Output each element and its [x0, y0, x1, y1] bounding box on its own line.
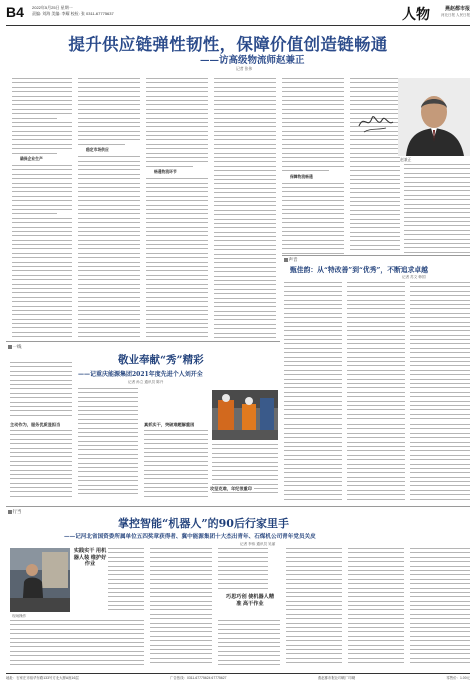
page-number: B4	[6, 4, 24, 20]
article3-photo-image	[10, 548, 70, 612]
article1-head-1: 确保企业生产	[20, 157, 43, 162]
article1-col6	[350, 78, 400, 254]
article2-section-label: 一线	[12, 345, 22, 350]
article2-head-3: 攻坚克难，年纪很重印	[210, 486, 252, 491]
article3-sidebar-1	[73, 548, 107, 588]
footer-address: 地址：石家庄市裕华东路133号方北大厦A座16层	[6, 676, 79, 680]
column-top-rule	[282, 255, 470, 256]
article2-col5	[284, 424, 342, 504]
article1-head-4: 保障物流畅通	[290, 174, 313, 179]
editors-line: 责编: 刘海 美编: 李耀 校检: 张	[32, 11, 85, 16]
column-col2	[347, 282, 405, 420]
article2-col1	[10, 362, 72, 420]
article2-title: 敬业奉献“秀”精彩	[118, 354, 204, 366]
date-line: 2022年5月25日 星期一	[32, 5, 73, 10]
article3-sidebar-head-1: 实践实干 用机器人装 维护好作业	[73, 548, 107, 568]
column-title: 甄佳韵：从“特改善”到“优秀”，不断追求卓越	[290, 266, 428, 274]
article1-head-3: 畅通物流环节	[154, 170, 177, 175]
footer-price: 零售价：1.00元	[446, 676, 470, 680]
article2-photo	[212, 390, 278, 440]
article2-col2	[78, 388, 138, 502]
article2-section-tag	[8, 344, 22, 350]
article3-col6	[348, 548, 404, 670]
phone-line: 0311-67775637	[86, 11, 114, 16]
article3-section-tag	[8, 509, 22, 515]
footer-print-note: 燕赵都市报社印刷厂印刷	[317, 676, 356, 680]
article3-photo	[10, 548, 70, 612]
article3-col3	[150, 548, 212, 670]
column-col1	[284, 282, 342, 420]
article1-head-2: 稳定市场供应	[86, 148, 109, 153]
article1-col4	[214, 78, 276, 338]
article3-sidebar-head-2: 巧思巧创 使机器人精准 高干作业	[225, 594, 275, 607]
article2-section-marker	[8, 345, 12, 349]
article1-title: 提升供应链弹性韧性，保障价值创造链畅通	[68, 35, 388, 54]
article3-col1	[10, 620, 144, 670]
article3-section-label: 行当	[12, 510, 22, 515]
column-tag-marker	[284, 258, 288, 262]
column-byline: 记者 苏文 韩国	[402, 275, 426, 279]
article3-title: 掌控智能“机器人”的90后行家里手	[118, 517, 289, 530]
article1-col7	[404, 164, 470, 256]
header-right-small: 河北日报 人民日报	[441, 13, 470, 17]
article1-col3	[146, 78, 208, 338]
article3-col2	[108, 548, 144, 618]
footer-rule	[6, 673, 470, 674]
article1-subtitle: ——访高级物流师赵兼正	[200, 55, 305, 66]
article2-col1b	[10, 430, 72, 502]
article3-subtitle: ——记河北省国资委所属单位五四奖章获得者、冀中能源集团十大杰出青年、石煤机公司青年党员关皮	[64, 534, 316, 540]
article2-head-2: 真抓实干，突破难题解重困	[144, 422, 195, 427]
column-tag	[284, 257, 298, 263]
article1-col5	[282, 78, 344, 254]
article2-byline: 记者 孙立 通讯员 陈升	[128, 380, 164, 384]
article3-col4b	[218, 620, 280, 670]
portrait-caption: 赵兼正	[400, 158, 412, 162]
article2-col7	[410, 424, 470, 504]
column-col3	[410, 282, 470, 420]
article3-photo-caption: 现场操作	[12, 614, 27, 618]
article3-col5	[286, 548, 342, 670]
portrait-image	[398, 78, 470, 156]
article3-col4	[218, 548, 268, 592]
article1-col1	[12, 78, 72, 338]
article2-col4	[212, 444, 278, 502]
section-title: 人物	[402, 7, 430, 23]
article1-byline: 记者 张伟	[236, 67, 253, 71]
article2-top-rule	[6, 341, 280, 342]
article3-col7	[410, 548, 470, 670]
article2-col3	[144, 430, 208, 502]
footer-line	[6, 675, 470, 680]
paper-name: 燕赵都市报	[444, 6, 470, 12]
article2-col6	[347, 424, 405, 504]
article2-photo-image	[212, 390, 278, 440]
article3-section-marker	[8, 510, 12, 514]
article2-head-1: 主动作为，服务优质显担当	[10, 422, 61, 427]
column-tag-label: 声音	[288, 258, 298, 263]
article3-top-rule	[6, 506, 470, 507]
portrait-photo	[398, 78, 470, 156]
header-rule	[6, 25, 470, 26]
article3-sidebar-2	[224, 594, 276, 618]
article1-col2	[78, 78, 140, 338]
article2-subtitle: ——记重庆能源集团2021年度先进个人刘开全	[78, 371, 203, 378]
signature	[356, 108, 396, 136]
footer-ad-phone: 广告热线：0311-67775624 67775627	[170, 676, 227, 680]
article3-byline: 记者 李伟 通讯员 吴丽	[240, 542, 276, 546]
